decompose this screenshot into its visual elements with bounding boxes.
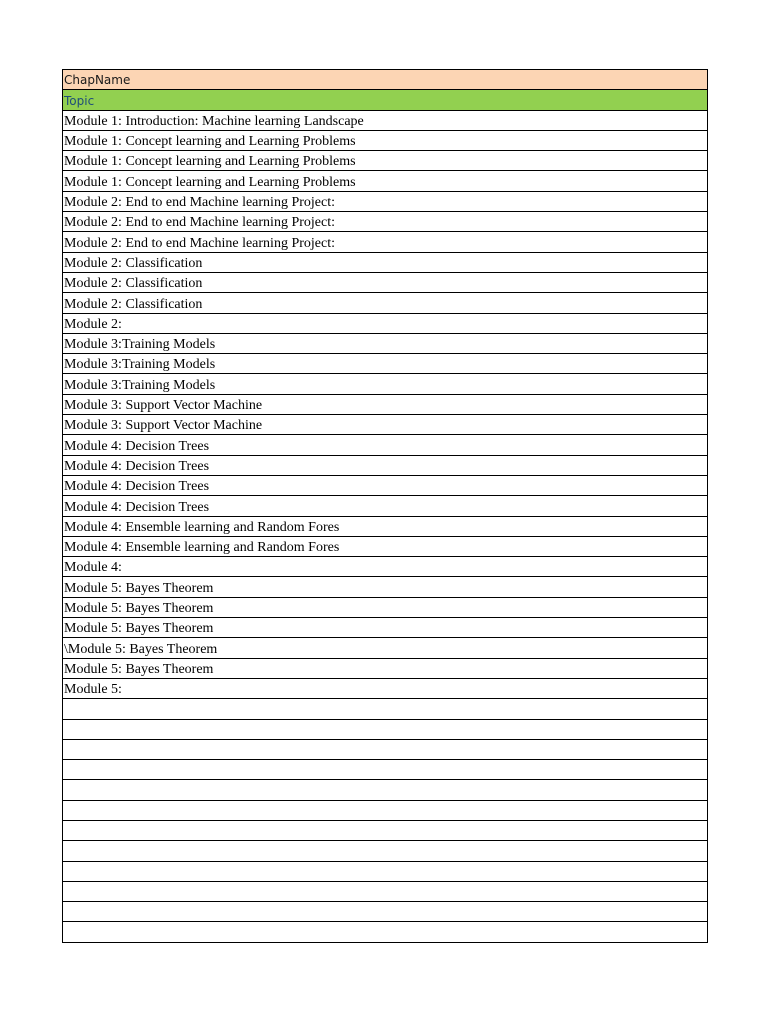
topic-cell (63, 800, 708, 820)
table-row (63, 536, 708, 556)
topic-cell: Module 5: Bayes Theorem (63, 658, 708, 678)
topic-cell: Module 4: Ensemble learning and Random Fores (63, 536, 708, 556)
topic-cell (63, 719, 708, 739)
table-row (63, 212, 708, 232)
chapname-header-cell: ChapName (63, 70, 708, 90)
table-row (63, 881, 708, 901)
table-row (63, 496, 708, 516)
table-row (63, 516, 708, 536)
topic-cell: Module 5: Bayes Theorem (63, 577, 708, 597)
topic-cell: Module 4: Decision Trees (63, 455, 708, 475)
table-row (63, 760, 708, 780)
table-row (63, 699, 708, 719)
topic-cell: \Module 5: Bayes Theorem (63, 638, 708, 658)
topic-cell: Module 2: End to end Machine learning Project: (63, 212, 708, 232)
topic-cell: Module 3: Support Vector Machine (63, 394, 708, 414)
topic-cell (63, 699, 708, 719)
topic-cell: Module 1: Concept learning and Learning Problems (63, 171, 708, 191)
table-row (63, 780, 708, 800)
table-row (63, 293, 708, 313)
topic-cell: Module 1: Concept learning and Learning Problems (63, 130, 708, 150)
table-row (63, 252, 708, 272)
table-row (63, 678, 708, 698)
table-row (63, 374, 708, 394)
header-row-topic (63, 90, 708, 110)
topic-cell (63, 780, 708, 800)
table-row (63, 861, 708, 881)
topic-cell: Module 4: Decision Trees (63, 475, 708, 495)
topic-cell (63, 922, 708, 942)
topic-cell: Module 2: (63, 313, 708, 333)
table-row (63, 272, 708, 292)
table-row (63, 658, 708, 678)
table-row (63, 719, 708, 739)
topic-cell: Module 5: Bayes Theorem (63, 597, 708, 617)
topic-cell: Module 2: End to end Machine learning Project: (63, 191, 708, 211)
topic-cell: Module 4: Decision Trees (63, 435, 708, 455)
table-row (63, 557, 708, 577)
table-row (63, 171, 708, 191)
table-row (63, 922, 708, 942)
topic-cell: Module 4: Decision Trees (63, 496, 708, 516)
topic-cell: Module 4: Ensemble learning and Random Fores (63, 516, 708, 536)
table-row (63, 618, 708, 638)
table-row (63, 820, 708, 840)
topic-cell: Module 2: Classification (63, 293, 708, 313)
table-row (63, 435, 708, 455)
table-row (63, 577, 708, 597)
table-row (63, 841, 708, 861)
topic-cell (63, 820, 708, 840)
table-row (63, 638, 708, 658)
topic-cell: Module 3:Training Models (63, 374, 708, 394)
table-row (63, 110, 708, 130)
topic-cell: Module 3:Training Models (63, 354, 708, 374)
table-row (63, 151, 708, 171)
table-row (63, 333, 708, 353)
topic-cell: Module 4: (63, 557, 708, 577)
table-row (63, 597, 708, 617)
topic-cell: Module 1: Concept learning and Learning Problems (63, 151, 708, 171)
topic-cell: Module 5: (63, 678, 708, 698)
topic-cell (63, 902, 708, 922)
table-body (63, 70, 708, 943)
topic-cell (63, 861, 708, 881)
topic-cell: Module 2: Classification (63, 252, 708, 272)
table-row (63, 739, 708, 759)
table-row (63, 354, 708, 374)
table-row (63, 475, 708, 495)
table-row (63, 394, 708, 414)
table-row (63, 902, 708, 922)
table-row (63, 455, 708, 475)
topic-cell (63, 841, 708, 861)
table-row (63, 313, 708, 333)
topic-cell: Module 1: Introduction: Machine learning Landscape (63, 110, 708, 130)
topic-cell: Module 5: Bayes Theorem (63, 618, 708, 638)
topic-cell: Module 3: Support Vector Machine (63, 415, 708, 435)
topic-cell: Module 2: Classification (63, 272, 708, 292)
table-row (63, 232, 708, 252)
table-row (63, 191, 708, 211)
topic-cell: Module 3:Training Models (63, 333, 708, 353)
topic-header-cell: Topic (63, 90, 708, 110)
topic-cell (63, 739, 708, 759)
topic-cell: Module 2: End to end Machine learning Project: (63, 232, 708, 252)
table-row (63, 130, 708, 150)
topic-cell (63, 881, 708, 901)
table-row (63, 800, 708, 820)
table-row (63, 415, 708, 435)
topic-cell (63, 760, 708, 780)
chapter-topic-table (62, 69, 708, 943)
header-row-chapname (63, 70, 708, 90)
